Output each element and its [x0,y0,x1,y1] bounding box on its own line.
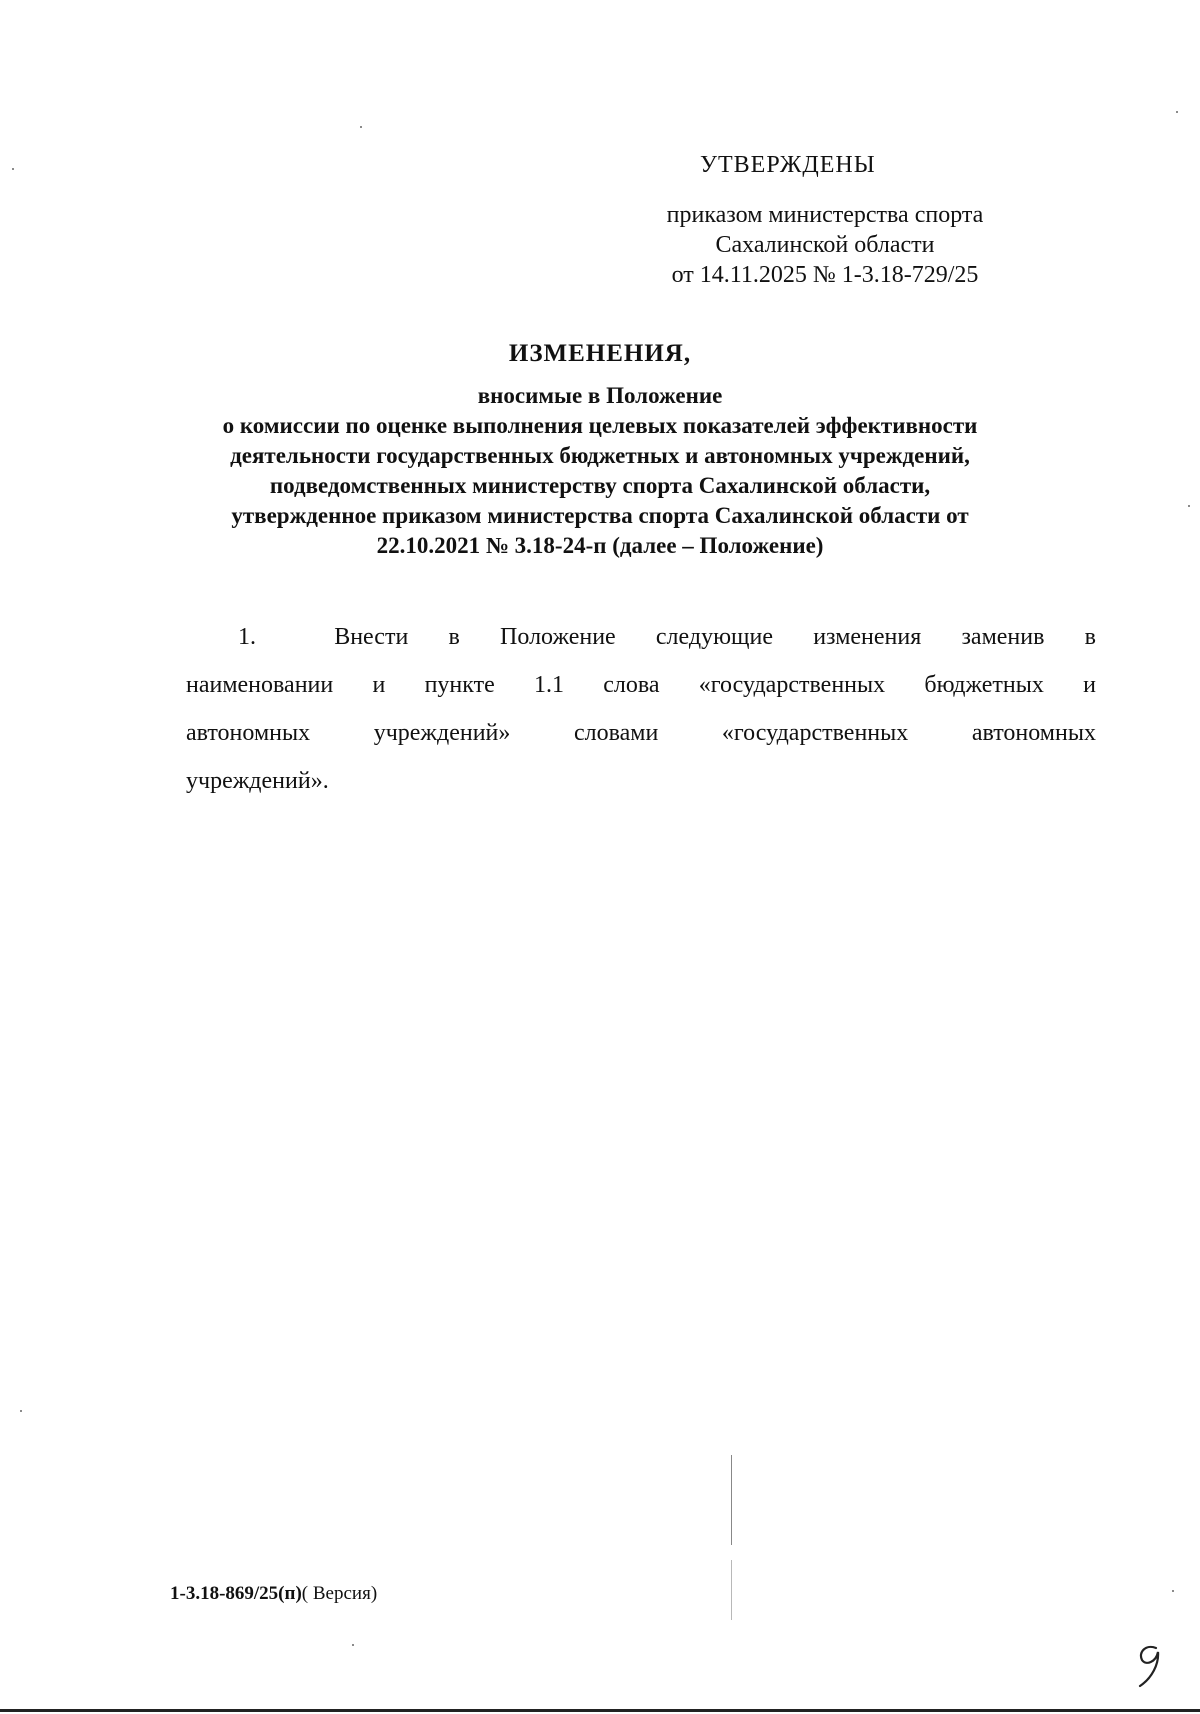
word: в [448,624,460,650]
word: «государственных [698,672,886,698]
document-subheading [150,381,1050,561]
doc-number-version: ( Версия) [301,1583,378,1604]
scan-bottom-edge [0,1709,1200,1712]
paragraph-line [186,768,1098,795]
scan-speck [360,126,362,128]
subheading-line: 22.10.2021 № 3.18-24-п (далее – Положение) [376,533,824,558]
handwritten-page-number-icon [1128,1640,1168,1690]
scan-speck [1176,111,1178,113]
subheading-line: подведомственных министерству спорта Сахалинской области, [269,473,931,498]
word: учреждений» [373,720,511,746]
approval-line: приказом министерства спорта [666,202,984,228]
word: учреждений». [186,768,329,794]
word: Положение [500,624,616,650]
word: «государственных [721,720,909,746]
subheading-line: о комиссии по оценке выполнения целевых показателей эффективности [222,413,978,438]
word: и [1083,672,1096,698]
word: бюджетных [924,672,1044,698]
word: 1.1 [534,672,564,698]
item-number: 1. [238,624,256,650]
scan-speck [1188,505,1190,507]
paragraph-line [186,720,1096,747]
approval-line: от 14.11.2025 № 1-3.18-729/25 [671,262,979,288]
scan-speck [12,168,14,170]
word: следующие [655,624,773,650]
word: автономных [186,720,311,746]
subheading-line: утвержденное приказом министерства спорта Сахалинской области от [231,503,969,528]
scan-speck [1172,1590,1174,1592]
word: словами [574,720,659,746]
word: автономных [971,720,1096,746]
word: изменения [813,624,922,650]
paragraph-line [186,672,1096,699]
paragraph-line [238,624,1096,651]
scan-artifact-line [731,1455,732,1545]
doc-number-code: 1-3.18-869/25(п) [170,1583,302,1604]
word: и [372,672,386,698]
subheading-line: деятельности государственных бюджетных и автономных учреждений, [230,443,970,468]
word: Внести [334,624,409,650]
subheading-line: вносимые в Положение [477,383,723,408]
word: заменив [961,624,1045,650]
scan-artifact-line [731,1560,732,1620]
word: слова [603,672,660,698]
scan-speck [352,1644,354,1646]
document-heading: ИЗМЕНЕНИЯ, [508,340,692,367]
approval-line: Сахалинской области [715,232,935,258]
word: пункте [424,672,495,698]
scan-speck [20,1410,22,1412]
approval-lines [600,200,1050,290]
word: в [1084,624,1096,650]
document-registration-number [170,1583,377,1605]
word: наименовании [186,672,334,698]
approval-title: УТВЕРЖДЕНЫ [700,152,876,178]
